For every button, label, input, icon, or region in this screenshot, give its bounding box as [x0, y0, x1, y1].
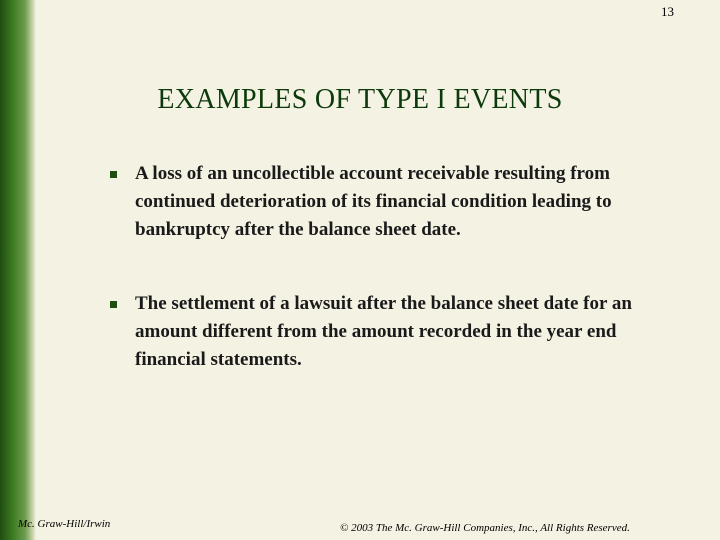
bullet-list	[108, 160, 668, 374]
side-accent-bar	[0, 0, 36, 540]
copyright-footer: © 2003 The Mc. Graw-Hill Companies, Inc., All Rights Reserved.	[340, 522, 630, 534]
bullet-text: A loss of an uncollectible account receivable resulting from continued deterioration of its financial condition leading to bankruptcy after the balance sheet date.	[135, 163, 612, 240]
publisher-footer: Mc. Graw-Hill/Irwin	[18, 518, 111, 530]
page-number: 13	[661, 4, 674, 19]
square-bullet-icon	[110, 301, 117, 308]
bullet-item	[108, 160, 668, 244]
bullet-text: The settlement of a lawsuit after the balance sheet date for an amount different from the amount recorded in the year end financial statements.	[135, 293, 632, 370]
slide-title: EXAMPLES OF TYPE I EVENTS	[157, 84, 563, 115]
bullet-item	[108, 290, 668, 374]
square-bullet-icon	[110, 171, 117, 178]
